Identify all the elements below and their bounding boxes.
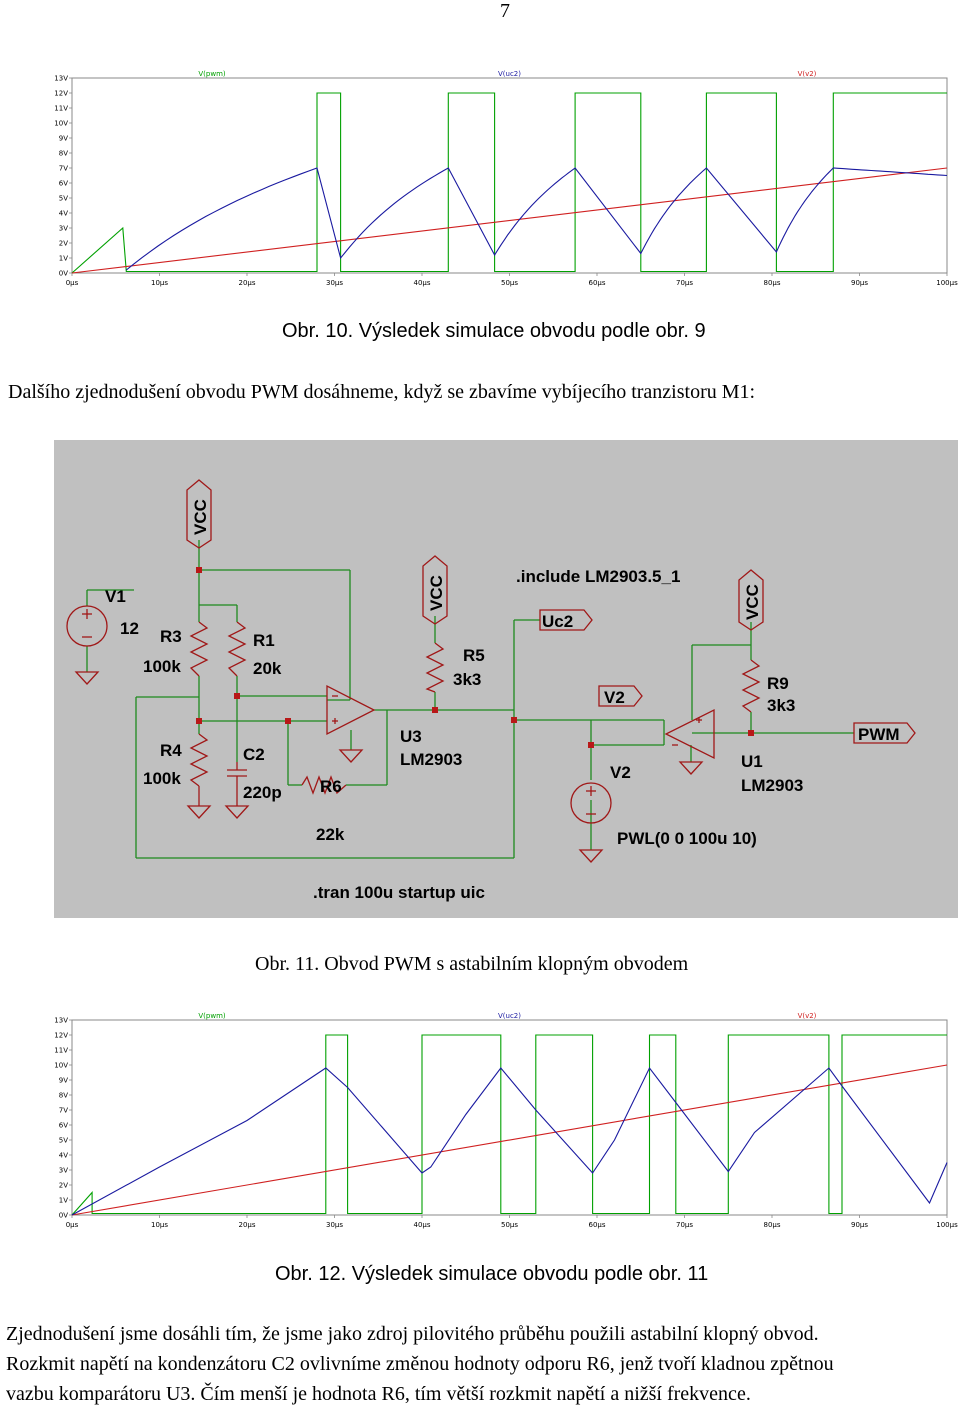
conclusion-line: vazbu komparátoru U3. Čím menší je hodnota R6, tím větší rozkmit napětí a nižší frekvence.: [6, 1383, 751, 1405]
label-r6: R6: [320, 777, 342, 796]
label-vcc-3: VCC: [743, 584, 762, 620]
x-tick-label: 30µs: [325, 279, 344, 287]
label-u3-value: LM2903: [400, 750, 463, 769]
label-r9-value: 3k3: [767, 696, 796, 715]
label-uc2-net: Uc2: [542, 612, 574, 631]
y-tick-label: 12V: [54, 1031, 68, 1040]
y-tick-label: 5V: [58, 1136, 68, 1145]
y-tick-label: 6V: [58, 179, 68, 188]
x-tick-label: 80µs: [763, 1221, 781, 1229]
x-tick-label: 50µs: [500, 279, 519, 287]
y-tick-label: 5V: [58, 194, 68, 203]
label-v1-value: 12: [120, 619, 139, 638]
label-r9: R9: [767, 674, 789, 693]
y-tick-label: 3V: [58, 1166, 68, 1175]
y-tick-label: 4V: [58, 1151, 68, 1160]
y-tick-label: 2V: [58, 239, 68, 248]
label-c2-value: 220p: [243, 783, 282, 802]
y-tick-label: 0V: [58, 1211, 68, 1220]
label-r4-value: 100k: [143, 769, 181, 788]
label-u1-value: LM2903: [741, 776, 804, 795]
y-tick-label: 3V: [58, 224, 68, 233]
x-tick-label: 20µs: [238, 1221, 256, 1229]
label-v1: V1: [105, 587, 126, 606]
schematic-labels: [105, 499, 900, 902]
simulation-plot-fig10: [50, 68, 958, 293]
x-tick-label: 20µs: [238, 279, 256, 287]
y-tick-label: 1V: [58, 254, 68, 263]
x-tick-label: 70µs: [675, 279, 694, 287]
legend-entry: V(uc2): [498, 70, 521, 78]
schematic-svg: [54, 440, 958, 918]
y-tick-label: 8V: [58, 149, 68, 158]
legend-entry: V(pwm): [198, 70, 226, 78]
y-tick-label: 7V: [58, 164, 68, 173]
y-tick-label: 7V: [58, 1106, 68, 1115]
x-tick-label: 40µs: [413, 279, 431, 287]
label-r5-value: 3k3: [453, 670, 482, 689]
figure-caption-10: Obr. 10. Výsledek simulace obvodu podle obr. 9: [282, 320, 706, 342]
x-tick-label: 10µs: [150, 1221, 169, 1229]
x-tick-label: 40µs: [413, 1221, 431, 1229]
conclusion-paragraph: [6, 1319, 956, 1409]
label-pwm-net: PWM: [858, 725, 900, 744]
label-r1: R1: [253, 631, 275, 650]
x-tick-label: 60µs: [588, 1221, 606, 1229]
schematic-fig11: [54, 440, 958, 918]
simulation-plot-fig12: [50, 1010, 958, 1235]
page-number: 7: [500, 0, 510, 22]
legend-entry: V(v2): [797, 70, 817, 78]
label-v2-net: V2: [604, 688, 625, 707]
y-tick-label: 6V: [58, 1121, 68, 1130]
y-tick-label: 11V: [54, 1046, 68, 1055]
figure-caption-11: Obr. 11. Obvod PWM s astabilním klopným obvodem: [255, 953, 689, 975]
x-tick-label: 0µs: [65, 279, 79, 287]
label-tran-directive: .tran 100u startup uic: [313, 883, 485, 902]
legend-entry: V(uc2): [498, 1012, 521, 1020]
conclusion-line: Zjednodušení jsme dosáhli tím, že jsme jako zdroj pilovitého průběhu použili astabilní klopný obvod.: [6, 1323, 819, 1345]
y-tick-label: 1V: [58, 1196, 68, 1205]
legend-entry: V(pwm): [198, 1012, 226, 1020]
y-tick-label: 11V: [54, 104, 68, 113]
y-tick-label: 4V: [58, 209, 68, 218]
label-u1: U1: [741, 752, 763, 771]
x-tick-label: 10µs: [150, 279, 169, 287]
y-tick-label: 13V: [54, 1016, 68, 1025]
plot-svg-fig10: [50, 68, 958, 293]
label-vcc-1: VCC: [191, 499, 210, 535]
label-u3: U3: [400, 727, 422, 746]
label-v2: V2: [610, 763, 631, 782]
plot-frame: [72, 1020, 947, 1215]
y-tick-label: 0V: [58, 269, 68, 278]
y-tick-label: 9V: [58, 1076, 68, 1085]
y-tick-label: 2V: [58, 1181, 68, 1190]
y-tick-label: 12V: [54, 89, 68, 98]
y-tick-label: 10V: [54, 1061, 68, 1070]
x-tick-label: 60µs: [588, 279, 606, 287]
figure-caption-12: Obr. 12. Výsledek simulace obvodu podle obr. 11: [275, 1263, 709, 1285]
conclusion-line: Rozkmit napětí na kondenzátoru C2 ovlivníme změnou hodnoty odporu R6, jenž tvoří kladnou zpětnou: [6, 1353, 834, 1375]
y-tick-label: 9V: [58, 134, 68, 143]
x-tick-label: 100µs: [936, 1221, 958, 1229]
label-r5: R5: [463, 646, 485, 665]
label-v2-value: PWL(0 0 100u 10): [617, 829, 757, 848]
label-vcc-2: VCC: [427, 575, 446, 611]
y-tick-label: 13V: [54, 74, 68, 83]
x-tick-label: 80µs: [763, 279, 781, 287]
label-r1-value: 20k: [253, 659, 282, 678]
label-c2: C2: [243, 745, 265, 764]
label-r4: R4: [160, 741, 182, 760]
label-r6-value: 22k: [316, 825, 345, 844]
x-tick-label: 0µs: [65, 1221, 79, 1229]
plot-frame: [72, 78, 947, 273]
y-tick-label: 10V: [54, 119, 68, 128]
x-tick-label: 30µs: [325, 1221, 344, 1229]
x-tick-label: 90µs: [850, 1221, 869, 1229]
x-tick-label: 100µs: [936, 279, 958, 287]
plot-svg-fig12: [50, 1010, 958, 1235]
x-tick-label: 70µs: [675, 1221, 694, 1229]
label-include-directive: .include LM2903.5_1: [516, 567, 681, 586]
y-tick-label: 8V: [58, 1091, 68, 1100]
label-r3: R3: [160, 627, 182, 646]
legend-entry: V(v2): [797, 1012, 817, 1020]
intro-paragraph: Dalšího zjednodušení obvodu PWM dosáhneme, když se zbavíme vybíjecího tranzistoru M1:: [8, 381, 756, 403]
x-tick-label: 90µs: [850, 279, 869, 287]
x-tick-label: 50µs: [500, 1221, 519, 1229]
label-r3-value: 100k: [143, 657, 181, 676]
